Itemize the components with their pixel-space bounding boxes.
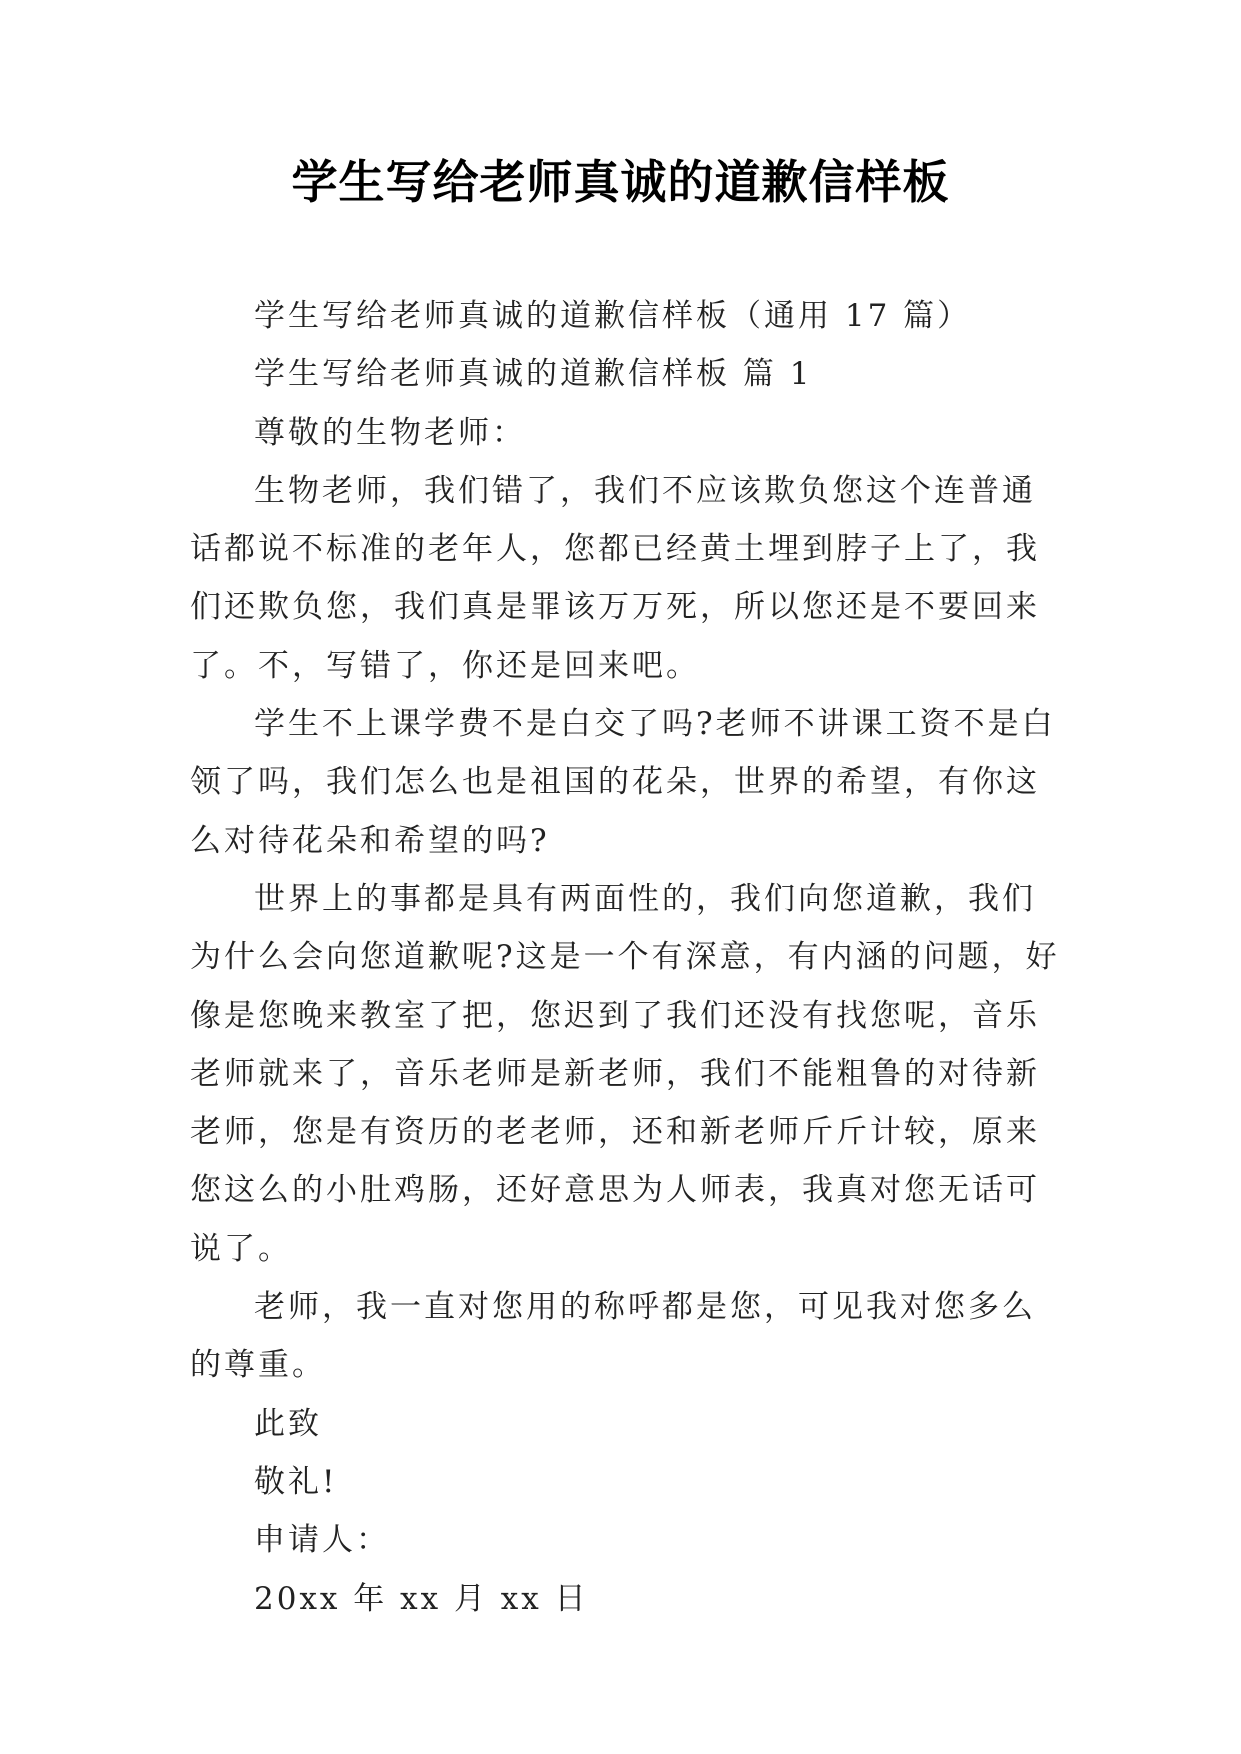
salutation: 尊敬的生物老师： xyxy=(254,414,526,451)
section-heading: 学生写给老师真诚的道歉信样板 篇 1 xyxy=(254,356,813,393)
document-body xyxy=(190,287,1060,1628)
closing-regards: 敬礼! xyxy=(254,1463,338,1500)
body-paragraph: 世界上的事都是具有两面性的，我们向您道歉，我们为什么会向您道歉呢?这是一个有深意，有内涵的问题，好像是您晚来教室了把，您迟到了我们还没有找您呢，音乐老师就来了，音乐老师是新老师，我们不能粗鲁的对待新老师，您是有资历的老老师，还和新老师斤斤计较，原来您这么的小肚鸡肠，还好意思为人师表，我真对您无话可说了。 xyxy=(190,880,1060,1267)
date-line: 20xx 年 xx 月 xx 日 xyxy=(254,1580,589,1617)
body-paragraph: 生物老师，我们错了，我们不应该欺负您这个连普通话都说不标准的老年人，您都已经黄土埋到脖子上了，我们还欺负您，我们真是罪该万万死，所以您还是不要回来了。不，写错了，你还是回来吧。 xyxy=(190,472,1040,684)
body-paragraph: 学生不上课学费不是白交了吗?老师不讲课工资不是白领了吗，我们怎么也是祖国的花朵，世界的希望，有你这么对待花朵和希望的吗? xyxy=(190,706,1056,859)
document-title: 学生写给老师真诚的道歉信样板 xyxy=(291,155,950,209)
body-paragraph: 老师，我一直对您用的称呼都是您，可见我对您多么的尊重。 xyxy=(190,1289,1036,1384)
applicant-label: 申请人： xyxy=(254,1522,390,1559)
closing-line: 此致 xyxy=(254,1405,322,1442)
document-subtitle: 学生写给老师真诚的道歉信样板（通用 17 篇） xyxy=(254,298,972,334)
